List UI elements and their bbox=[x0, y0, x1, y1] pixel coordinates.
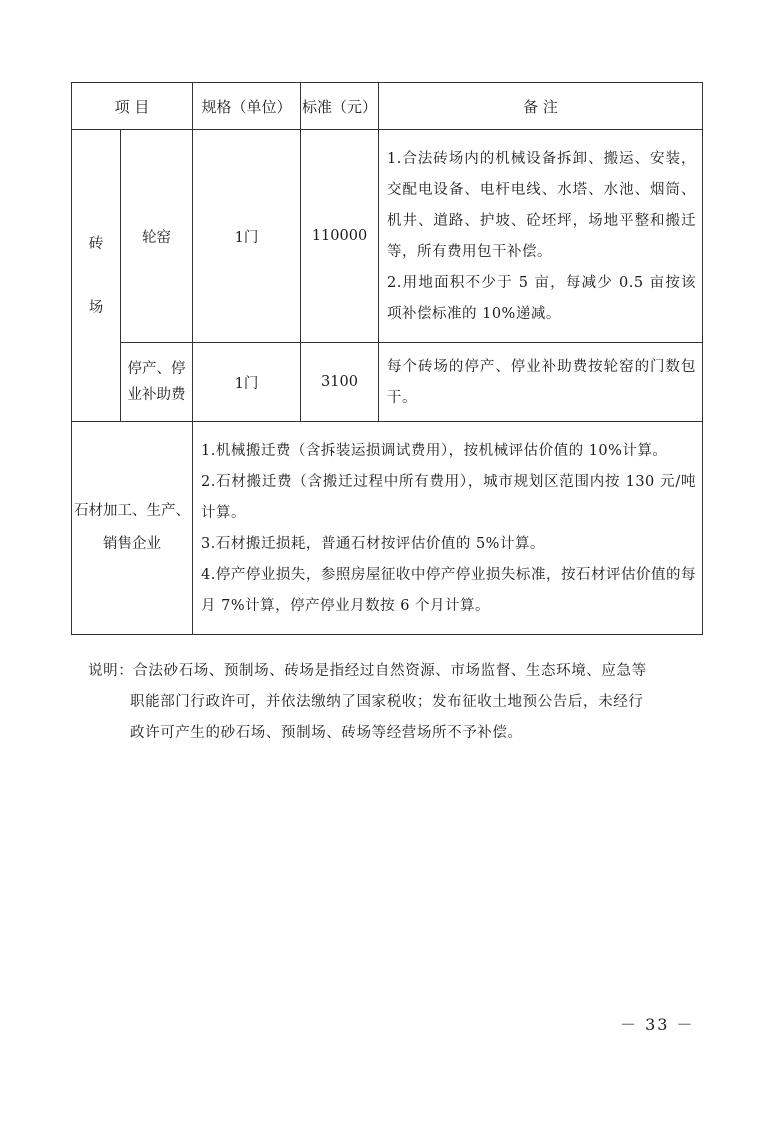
explanation-line: 说明：合法砂石场、预制场、砖场是指经过自然资源、市场监督、生态环境、应急等 bbox=[88, 663, 647, 679]
stone-row-notes bbox=[193, 422, 703, 635]
brick-group-label bbox=[72, 130, 121, 422]
row-notes bbox=[379, 343, 703, 422]
note-line: 3.石材搬迁损耗，普通石材按评估价值的 5%计算。 bbox=[201, 536, 545, 552]
table-header-row bbox=[72, 83, 703, 130]
row-notes bbox=[379, 130, 703, 343]
table-row bbox=[72, 130, 703, 343]
header-item: 项 目 bbox=[72, 83, 193, 130]
row-item: 轮窑 bbox=[121, 130, 193, 343]
note-line: 1.合法砖场内的机械设备拆卸、搬运、安装，交配电设备、电杆电线、水塔、水池、烟筒、机井、道路、护坡、砼坯坪，场地平整和搬迁等，所有费用包干补偿。 bbox=[387, 151, 696, 260]
stone-row-label: 石材加工、生产、销售企业 bbox=[72, 422, 193, 635]
table-row bbox=[72, 343, 703, 422]
row-spec: 1门 bbox=[193, 343, 301, 422]
row-item: 停产、停业补助费 bbox=[121, 343, 193, 422]
explanation-text bbox=[88, 656, 708, 749]
note-line: 4.停产停业损失，参照房屋征收中停产停业损失标准，按石材评估价值的每月 7%计算，停产停业月数按 6 个月计算。 bbox=[201, 567, 696, 614]
explanation-line: 政许可产生的砂石场、预制场、砖场等经营场所不予补偿。 bbox=[130, 725, 523, 741]
row-standard: 3100 bbox=[301, 343, 379, 422]
note-line: 1.机械搬迁费（含拆装运损调试费用），按机械评估价值的 10%计算。 bbox=[201, 443, 668, 459]
note-line: 2.用地面积不少于 5 亩，每减少 0.5 亩按该项补偿标准的 10%递减。 bbox=[387, 275, 696, 322]
note-line: 2.石材搬迁费（含搬迁过程中所有费用），城市规划区范围内按 130 元/吨计算。 bbox=[201, 474, 696, 521]
compensation-table bbox=[71, 82, 703, 635]
explanation-line: 职能部门行政许可，并依法缴纳了国家税收；发布征收土地预公告后，未经行 bbox=[130, 694, 644, 710]
header-standard: 标准（元） bbox=[301, 83, 379, 130]
header-notes: 备 注 bbox=[379, 83, 703, 130]
row-standard: 110000 bbox=[301, 130, 379, 343]
brick-group-label-1: 砖 bbox=[88, 235, 104, 252]
brick-group-label-2: 场 bbox=[88, 299, 104, 316]
note-line: 每个砖场的停产、停业补助费按轮窑的门数包干。 bbox=[387, 359, 696, 406]
row-spec: 1门 bbox=[193, 130, 301, 343]
table-row bbox=[72, 422, 703, 635]
page-number: － 33 － bbox=[620, 1015, 695, 1034]
header-spec: 规格（单位） bbox=[193, 83, 301, 130]
